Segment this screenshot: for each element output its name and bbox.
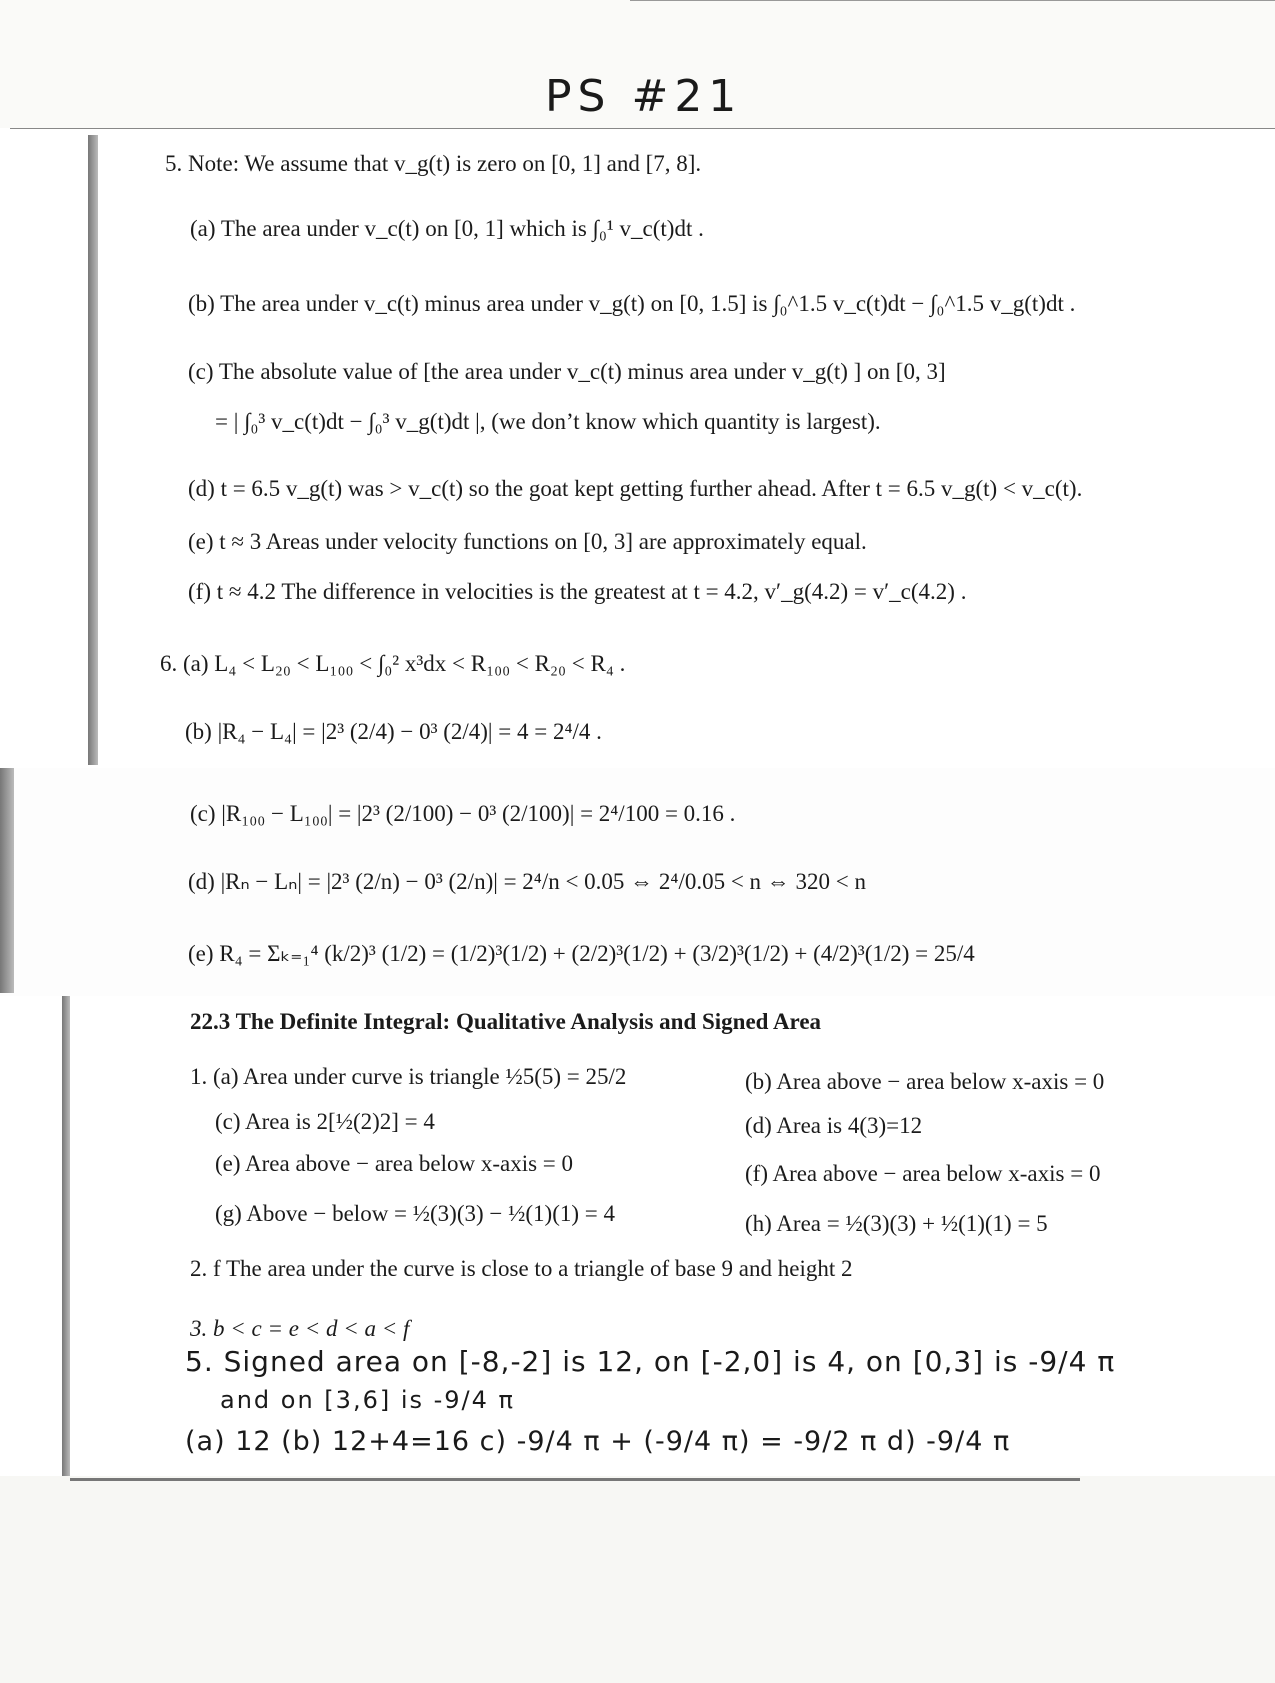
problem-6d: (d) |Rₙ − Lₙ| = |2³ (2/n) − 0³ (2/n)| = 2⁴/n < 0.05 ⇔ 2⁴/0.05 < n ⇔ 320 < n: [188, 869, 867, 894]
section-title-number: 22.3 The Definite Integral:: [190, 1009, 451, 1034]
problem-5a: (a) The area under v_c(t) on [0, 1] which is ∫₀¹ v_c(t)dt .: [190, 216, 704, 241]
strip-3-bottom-line: [70, 1478, 1080, 1481]
handwritten-5-line2: and on [3,6] is -9/4 π: [220, 1386, 515, 1414]
strip-3-left-shadow: [62, 996, 70, 1476]
handwritten-5-line1: 5. Signed area on [-8,-2] is 12, on [-2,0] is 4, on [0,3] is -9/4 π: [185, 1345, 1116, 1378]
problem-6a: 6. (a) L₄ < L₂₀ < L₁₀₀ < ∫₀² x³dx < R₁₀₀ < R₂₀ < R₄ .: [160, 651, 626, 676]
handwritten-5-line3: (a) 12 (b) 12+4=16 c) -9/4 π + (-9/4 π) = -9/2 π d) -9/4 π: [185, 1426, 1011, 1457]
strip-1-left-shadow: [88, 135, 98, 765]
strip-2-left-shadow: [0, 768, 14, 993]
problem-6b: (b) |R₄ − L₄| = |2³ (2/4) − 0³ (2/4)| = 4 = 2⁴/4 .: [185, 719, 602, 744]
top-edge-line: [630, 0, 1275, 1]
problem-5c-line1: (c) The absolute value of [the area under v_c(t) minus area under v_g(t) ] on [0, 3]: [188, 359, 946, 384]
problem-3: 3. b < c = e < d < a < f: [190, 1316, 410, 1341]
problem-1f: (f) Area above − area below x-axis = 0: [745, 1161, 1101, 1186]
problem-2: 2. f The area under the curve is close to a triangle of base 9 and height 2: [190, 1256, 853, 1281]
problem-5f: (f) t ≈ 4.2 The difference in velocities is the greatest at t = 4.2, v′_g(4.2) = v′_c(4.2) .: [188, 579, 967, 604]
section-subtitle: Qualitative Analysis and Signed Area: [455, 1009, 822, 1034]
problem-1a: 1. (a) Area under curve is triangle ½5(5) = 25/2: [190, 1064, 627, 1089]
problem-1d: (d) Area is 4(3)=12: [745, 1113, 923, 1138]
strip-1-top-line: [10, 128, 1275, 129]
problem-1h: (h) Area = ½(3)(3) + ½(1)(1) = 5: [745, 1211, 1048, 1236]
problem-5c-line2: = | ∫₀³ v_c(t)dt − ∫₀³ v_g(t)dt |, (we don’t know which quantity is largest).: [215, 409, 881, 434]
handwritten-title: PS #21: [545, 71, 743, 122]
problem-5-note: 5. Note: We assume that v_g(t) is zero on [0, 1] and [7, 8].: [165, 151, 702, 176]
section-title: [190, 1008, 821, 1036]
problem-6e: (e) R₄ = Σₖ₌₁⁴ (k/2)³ (1/2) = (1/2)³(1/2) + (2/2)³(1/2) + (3/2)³(1/2) + (4/2)³(1/2) = 25/4: [188, 941, 975, 966]
problem-1b: (b) Area above − area below x-axis = 0: [745, 1069, 1105, 1094]
problem-1c: (c) Area is 2[½(2)2] = 4: [215, 1109, 435, 1134]
problem-5e: (e) t ≈ 3 Areas under velocity functions on [0, 3] are approximately equal.: [188, 529, 867, 554]
problem-1e: (e) Area above − area below x-axis = 0: [215, 1151, 574, 1176]
problem-5b: (b) The area under v_c(t) minus area under v_g(t) on [0, 1.5] is ∫₀^1.5 v_c(t)dt − ∫₀^1.5 v_g(t)dt .: [188, 291, 1076, 316]
problem-5d: (d) t = 6.5 v_g(t) was > v_c(t) so the goat kept getting further ahead. After t = 6.5 v_g(t) < v_c(t).: [188, 476, 1083, 501]
problem-6c: (c) |R₁₀₀ − L₁₀₀| = |2³ (2/100) − 0³ (2/100)| = 2⁴/100 = 0.16 .: [190, 801, 736, 826]
problem-1g: (g) Above − below = ½(3)(3) − ½(1)(1) = 4: [215, 1201, 615, 1226]
